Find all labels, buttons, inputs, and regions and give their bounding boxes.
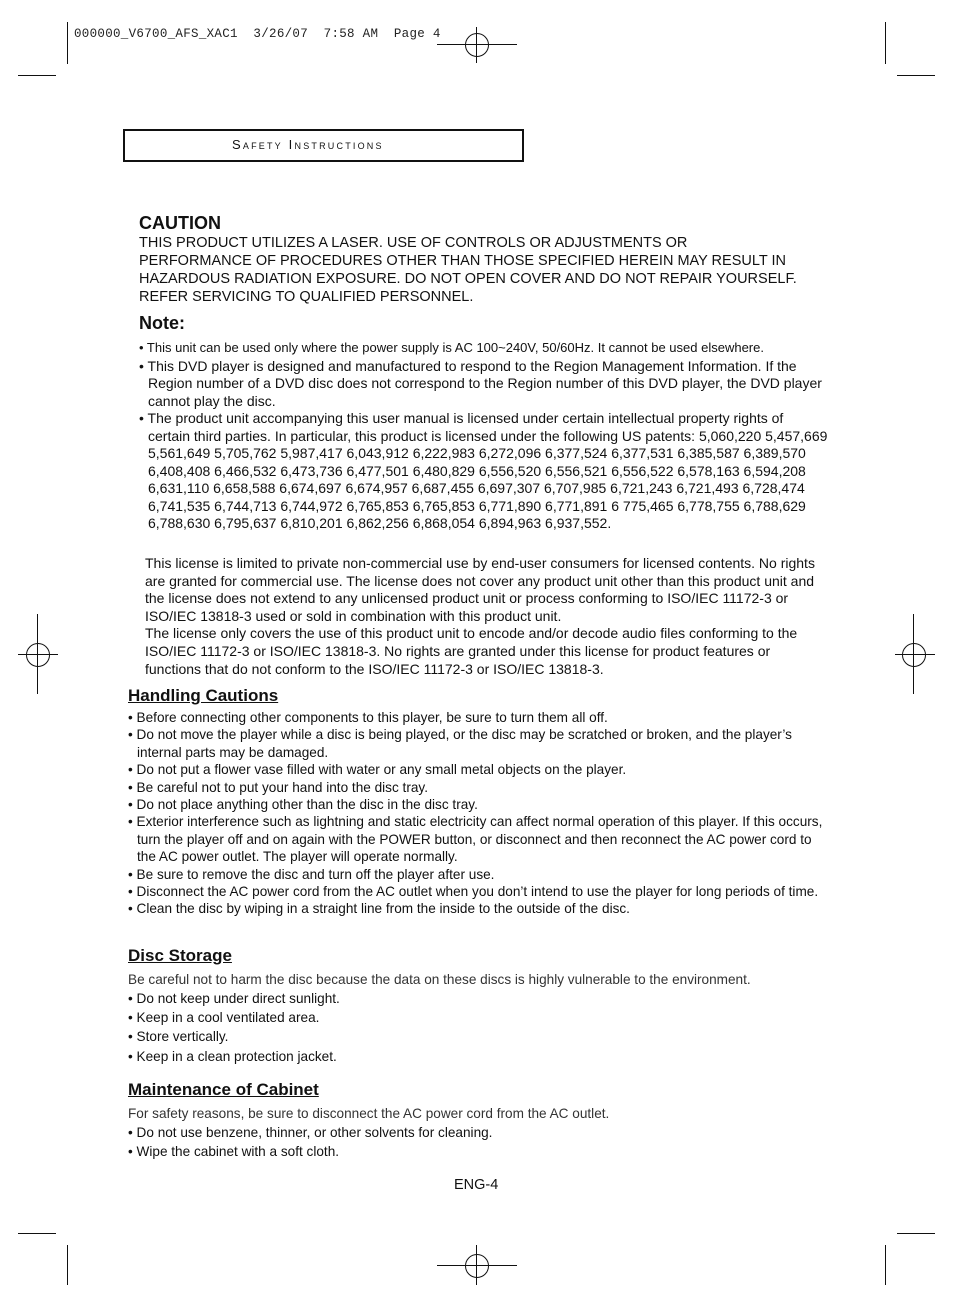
caution-line: THIS PRODUCT UTILIZES A LASER. USE OF CONTROLS OR ADJUSTMENTS OR bbox=[139, 235, 688, 251]
list-item: • Before connecting other components to this player, be sure to turn them all off. bbox=[128, 710, 608, 725]
maintenance-title: Maintenance of Cabinet bbox=[128, 1080, 319, 1099]
list-item: • Do not place anything other than the disc in the disc tray. bbox=[128, 797, 478, 813]
list-item: • Exterior interference such as lightning and static electricity can affect normal operation of this player. If this occurs, turn the player off and on again with the POWER button, or disconnect and then reconnect the AC power cord to the AC power outlet. The player will operate normally. bbox=[128, 814, 823, 865]
maintenance-intro: For safety reasons, be sure to disconnect the AC power cord from the AC outlet. bbox=[128, 1106, 610, 1121]
license-text bbox=[145, 555, 829, 678]
list-item: • Be careful not to put your hand into the disc tray. bbox=[128, 779, 428, 795]
list-item: • Do not keep under direct sunlight. bbox=[128, 991, 340, 1006]
disc-storage-title: Disc Storage bbox=[128, 946, 232, 965]
list-item: • Do not put a flower vase filled with water or any small metal objects on the player. bbox=[128, 762, 627, 778]
section-header-title: Safety Instructions bbox=[232, 137, 384, 152]
caution-line: HAZARDOUS RADIATION EXPOSURE. DO NOT OPEN COVER AND DO NOT REPAIR YOURSELF. bbox=[139, 271, 797, 287]
maintenance-list bbox=[128, 1124, 828, 1162]
note-item: • The product unit accompanying this user manual is licensed under certain intellectual property rights of certain third parties. In particular, this product is licensed under the following US patents: 5,060,220 5,457,669 5,561,649 5,705,762 5,987,417 6,043,912 6,222,983 6,272,096 6,377,524 6,377,531 6,385,587 6,389,570 6,408,408 6,466,532 6,473,736 6,477,501 6,480,829 6,556,520 6,556,521 6,556,522 6,578,163 6,594,208 6,631,110 6,658,588 6,674,697 6,674,957 6,687,455 6,697,307 6,707,985 6,721,243 6,721,493 6,728,474 6,741,535 6,744,713 6,744,972 6,765,853 6,765,853 6,771,890 6,771,891 6 775,465 6,778,755 6,788,629 6,788,630 6,795,637 6,810,201 6,862,256 6,868,054 6,894,963 6,937,552. bbox=[139, 410, 828, 531]
list-item: • Disconnect the AC power cord from the AC outlet when you don’t intend to use the player for long periods of time. bbox=[128, 884, 819, 900]
list-item: • Do not move the player while a disc is being played, or the disc may be scratched or broken, and the player’s internal parts may be damaged. bbox=[128, 727, 792, 760]
caution-line: REFER SERVICING TO QUALIFIED PERSONNEL. bbox=[139, 289, 474, 305]
list-item: • Clean the disc by wiping in a straight line from the inside to the outside of the disc. bbox=[128, 901, 630, 917]
list-item: • Keep in a clean protection jacket. bbox=[128, 1049, 337, 1065]
handling-cautions-list bbox=[128, 709, 828, 918]
print-slug: 000000_V6700_AFS_XAC1 3/26/07 7:58 AM Page 4 bbox=[74, 27, 441, 41]
list-item: • Wipe the cabinet with a soft cloth. bbox=[128, 1143, 340, 1159]
handling-cautions-title: Handling Cautions bbox=[128, 686, 279, 705]
caution-line: PERFORMANCE OF PROCEDURES OTHER THAN THOSE SPECIFIED HEREIN MAY RESULT IN bbox=[139, 253, 786, 269]
note-list bbox=[139, 339, 829, 533]
list-item: • Be sure to remove the disc and turn off the player after use. bbox=[128, 866, 495, 882]
disc-storage-list bbox=[128, 990, 828, 1067]
caution-body bbox=[139, 234, 829, 306]
disc-storage-intro: Be careful not to harm the disc because the data on these discs is highly vulnerable to the environment. bbox=[128, 972, 751, 987]
page-number: ENG-4 bbox=[454, 1177, 499, 1193]
note-item: • This DVD player is designed and manufactured to respond to the Region Management Information. If the Region number of a DVD disc does not correspond to the Region number of this DVD player, the DVD player cannot play the disc. bbox=[139, 357, 822, 409]
caution-title: CAUTION bbox=[139, 213, 221, 233]
license-paragraph: The license only covers the use of this product unit to encode and/or decode audio files conforming to the ISO/IEC 11172-3 or ISO/IEC 13818-3. No rights are granted under this license for product features or functions that do not conform to the ISO/IEC 11172-3 or ISO/IEC 13818-3. bbox=[145, 625, 798, 677]
list-item: • Store vertically. bbox=[128, 1028, 229, 1044]
license-paragraph: This license is limited to private non-commercial use by end-user consumers for licensed contents. No rights are granted for commercial use. The license does not cover any product unit other than this product unit and the license does not extend to any unlicensed product unit or process conforming to ISO/IEC 11172-3 or ISO/IEC 13818-3 used or sold in combination with this product unit. bbox=[145, 555, 815, 624]
list-item: • Do not use benzene, thinner, or other solvents for cleaning. bbox=[128, 1125, 493, 1140]
note-item: • This unit can be used only where the power supply is AC 100~240V, 50/60Hz. It cannot be used elsewhere. bbox=[139, 340, 764, 355]
list-item: • Keep in a cool ventilated area. bbox=[128, 1009, 320, 1025]
note-title: Note: bbox=[139, 313, 185, 333]
